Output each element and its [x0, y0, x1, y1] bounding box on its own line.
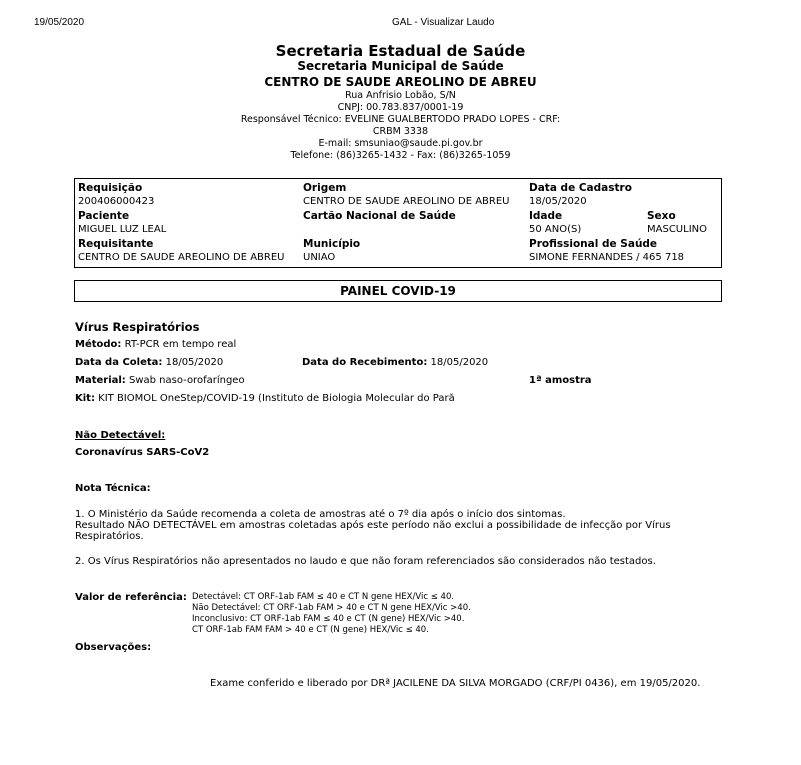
requisicao-label: Requisição: [78, 182, 143, 194]
header-address: Rua Anfrisio Lobão, S/N: [345, 90, 456, 101]
header-telefone: Telefone: (86)3265-1432 - Fax: (86)3265-1059: [290, 150, 511, 161]
header-crbm: CRBM 3338: [372, 126, 429, 137]
material-label: Material:: [75, 375, 126, 386]
referencia-label: Valor de referência:: [75, 592, 187, 603]
header-responsavel: Responsável Técnico: EVELINE GUALBERTODO PRADO LOPES - CRF:: [240, 114, 561, 125]
exam-section-title: Vírus Respiratórios: [75, 320, 200, 334]
profissional-value: SIMONE FERNANDES / 465 718: [529, 252, 685, 263]
header-health-center: CENTRO DE SAUDE AREOLINO DE ABREU: [264, 75, 537, 89]
panel-title: PAINEL COVID-19: [74, 280, 722, 302]
coleta-label: Data da Coleta:: [75, 357, 163, 368]
data-cadastro-label: Data de Cadastro: [529, 182, 632, 194]
nota-p1-line2: Resultado NÃO DETECTÁVEL em amostras coletadas após este período não exclui a possibilidade de infecção por Vírus: [75, 520, 671, 531]
recebimento-row: [302, 357, 488, 368]
origem-value: CENTRO DE SAUDE AREOLINO DE ABREU: [303, 196, 510, 207]
sexo-value: MASCULINO: [647, 224, 707, 235]
paciente-label: Paciente: [78, 210, 130, 222]
nota-p2: 2. Os Vírus Respiratórios não apresentados no laudo e que não foram referenciados são considerados não testados.: [75, 556, 656, 567]
municipio-label: Município: [303, 238, 361, 250]
data-cadastro-value: 18/05/2020: [529, 196, 587, 207]
result-status: Não Detectável:: [75, 430, 166, 441]
kit-label: Kit:: [75, 393, 95, 404]
paciente-value: MIGUEL LUZ LEAL: [78, 224, 167, 235]
print-page-title: GAL - Visualizar Laudo: [392, 17, 495, 28]
amostra-label: 1ª amostra: [529, 375, 592, 386]
metodo-value: RT-PCR em tempo real: [124, 339, 237, 350]
metodo-row: [75, 339, 236, 350]
footer-liberado: Exame conferido e liberado por DRª JACILENE DA SILVA MORGADO (CRF/PI 0436), em 19/05/2020.: [210, 678, 701, 689]
recebimento-label: Data do Recebimento:: [302, 357, 428, 368]
cartao-label: Cartão Nacional de Saúde: [303, 210, 456, 222]
header-email: E-mail: smsuniao@saude.pi.gov.br: [318, 138, 483, 149]
material-value: Swab naso-orofaríngeo: [128, 375, 245, 386]
idade-value: 50 ANO(S): [529, 224, 582, 235]
kit-value: KIT BIOMOL OneStep/COVID-19 (Instituto de Biologia Molecular do Pară: [98, 393, 455, 404]
requisitante-value: CENTRO DE SAUDE AREOLINO DE ABREU: [78, 252, 285, 263]
idade-label: Idade: [529, 210, 563, 222]
material-row: [75, 375, 245, 386]
referencia-line4: CT ORF-1ab FAM FAM > 40 e CT (N gene) HEX/Vic ≤ 40.: [192, 625, 429, 635]
coleta-row: [75, 357, 223, 368]
recebimento-value: 18/05/2020: [430, 357, 489, 368]
nota-tecnica-title: Nota Técnica:: [75, 483, 151, 494]
referencia-line1: Detectável: CT ORF-1ab FAM ≤ 40 e CT N gene HEX/Vic ≤ 40.: [192, 592, 455, 602]
referencia-line2: Não Detectável: CT ORF-1ab FAM > 40 e CT N gene HEX/Vic >40.: [192, 603, 471, 613]
result-virus: Coronavírus SARS-CoV2: [75, 447, 210, 458]
header-cnpj: CNPJ: 00.783.837/0001-19: [337, 102, 464, 113]
municipio-value: UNIAO: [303, 252, 336, 263]
coleta-value: 18/05/2020: [165, 357, 224, 368]
header-municipal-secretariat: Secretaria Municipal de Saúde: [297, 59, 504, 73]
nota-p1-line1: 1. O Ministério da Saúde recomenda a coleta de amostras até o 7º dia após o início dos sintomas.: [75, 509, 566, 520]
header-state-secretariat: Secretaria Estadual de Saúde: [275, 42, 526, 60]
requisicao-value: 200406000423: [78, 196, 155, 207]
kit-row: [75, 393, 468, 404]
nota-p1-line3: Respiratórios.: [75, 531, 144, 542]
observacoes-label: Observações:: [75, 642, 152, 653]
sexo-label: Sexo: [647, 210, 676, 222]
referencia-line3: Inconclusivo: CT ORF-1ab FAM ≤ 40 e CT (N gene) HEX/Vic >40.: [192, 614, 465, 624]
profissional-label: Profissional de Saúde: [529, 238, 658, 250]
requisitante-label: Requisitante: [78, 238, 154, 250]
origem-label: Origem: [303, 182, 347, 194]
metodo-label: Método:: [75, 339, 122, 350]
print-date: 19/05/2020: [34, 17, 85, 28]
